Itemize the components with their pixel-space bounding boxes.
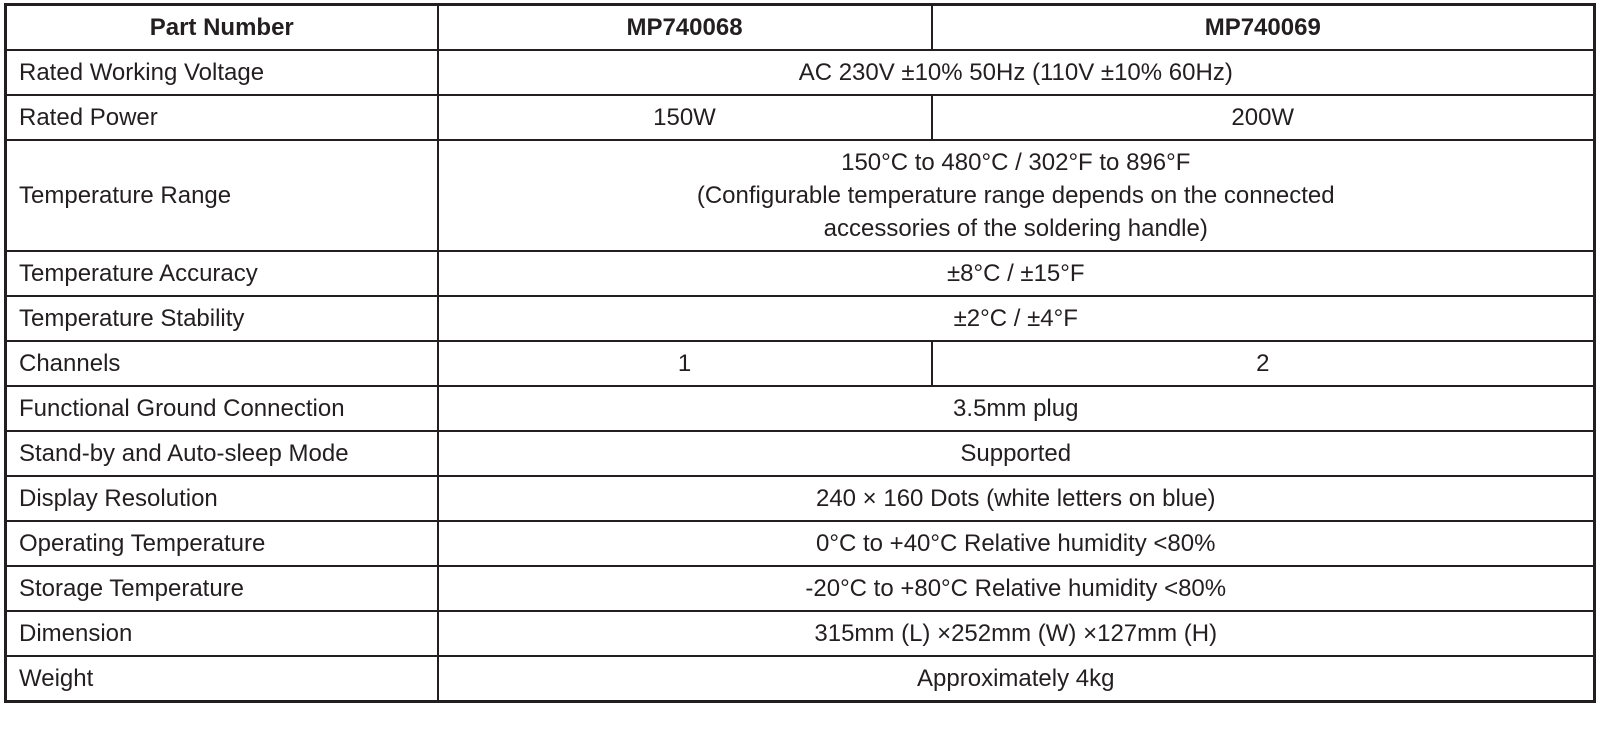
table-row-rated-power xyxy=(6,95,1595,140)
row-value-mp740068: 150W xyxy=(438,95,932,140)
row-label: Weight xyxy=(6,656,438,702)
model-header-mp740069: MP740069 xyxy=(932,5,1595,51)
row-label: Display Resolution xyxy=(6,476,438,521)
row-value: Approximately 4kg xyxy=(438,656,1595,702)
row-value-mp740068: 1 xyxy=(438,341,932,386)
row-label: Temperature Accuracy xyxy=(6,251,438,296)
row-label: Storage Temperature xyxy=(6,566,438,611)
row-value: ±8°C / ±15°F xyxy=(438,251,1595,296)
row-value-mp740069: 200W xyxy=(932,95,1595,140)
table-row-storage-temperature xyxy=(6,566,1595,611)
row-value: 315mm (L) ×252mm (W) ×127mm (H) xyxy=(438,611,1595,656)
table-row-standby-auto-sleep xyxy=(6,431,1595,476)
table-header-row xyxy=(6,5,1595,51)
row-value-line: (Configurable temperature range depends on the connected xyxy=(696,182,1335,209)
row-label: Dimension xyxy=(6,611,438,656)
row-value: 3.5mm plug xyxy=(438,386,1595,431)
row-value: ±2°C / ±4°F xyxy=(438,296,1595,341)
table-row-temperature-accuracy xyxy=(6,251,1595,296)
row-label: Functional Ground Connection xyxy=(6,386,438,431)
table-row-weight xyxy=(6,656,1595,702)
row-label: Stand-by and Auto-sleep Mode xyxy=(6,431,438,476)
table-row-operating-temperature xyxy=(6,521,1595,566)
row-label: Temperature Stability xyxy=(6,296,438,341)
row-label: Temperature Range xyxy=(6,140,438,251)
row-value: 240 × 160 Dots (white letters on blue) xyxy=(438,476,1595,521)
row-label: Channels xyxy=(6,341,438,386)
row-label: Operating Temperature xyxy=(6,521,438,566)
table-row-dimension xyxy=(6,611,1595,656)
table-row-display-resolution xyxy=(6,476,1595,521)
table-row-rated-working-voltage xyxy=(6,50,1595,95)
part-number-header: Part Number xyxy=(6,5,438,51)
row-value: 0°C to +40°C Relative humidity <80% xyxy=(438,521,1595,566)
spec-table xyxy=(4,3,1596,703)
table-row-channels xyxy=(6,341,1595,386)
row-value-mp740069: 2 xyxy=(932,341,1595,386)
row-value: -20°C to +80°C Relative humidity <80% xyxy=(438,566,1595,611)
row-label: Rated Working Voltage xyxy=(6,50,438,95)
row-value-line: accessories of the soldering handle) xyxy=(823,215,1208,242)
row-value xyxy=(438,140,1595,251)
row-label: Rated Power xyxy=(6,95,438,140)
row-value: Supported xyxy=(438,431,1595,476)
table-row-temperature-range xyxy=(6,140,1595,251)
row-value: AC 230V ±10% 50Hz (110V ±10% 60Hz) xyxy=(438,50,1595,95)
table-row-functional-ground-connection xyxy=(6,386,1595,431)
table-row-temperature-stability xyxy=(6,296,1595,341)
model-header-mp740068: MP740068 xyxy=(438,5,932,51)
row-value-line: 150°C to 480°C / 302°F to 896°F xyxy=(841,149,1191,176)
